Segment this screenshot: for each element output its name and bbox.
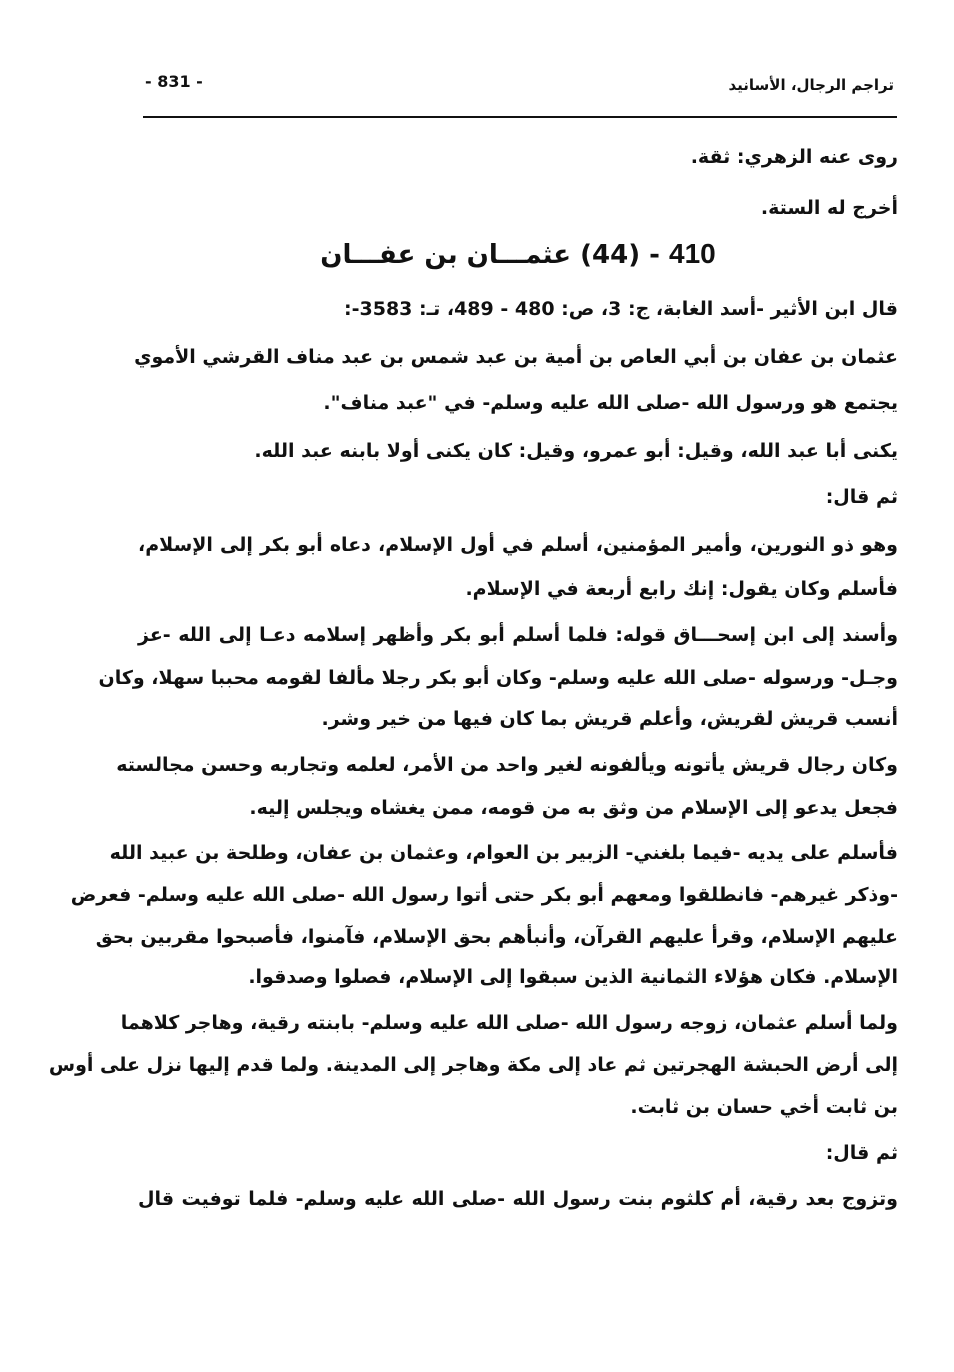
- text-line: إلى أرض الحبشة الهجرتين ثم عاد إلى مكة وهاجر إلى المدينة. ولما قدم إليها نزل على أوس: [48, 1054, 898, 1076]
- entry-dash: -: [640, 240, 669, 270]
- entry-name: عثمـــان بن عفـــان: [320, 240, 572, 270]
- text-line: عثمان بن عفان بن أبي العاص بن أمية بن عبد شمس بن عبد مناف القرشي الأموي: [134, 346, 898, 368]
- text-line: عليهم الإسلام، وقرأ عليهم القرآن، وأنبأهم بحق الإسلام، فآمنوا، فأصبحوا مقربين بحق: [95, 926, 898, 948]
- text-line: الإسلام. فكان هؤلاء الثمانية الذين سبقوا إلى الإسلام، فصلوا وصدقوا.: [248, 966, 898, 988]
- text-line: يكنى أبا عبد الله، وقيل: أبو عمرو، وقيل: كان يكنى أولا بابنه عبد الله.: [254, 440, 898, 462]
- text-line: أخرج له الستة.: [760, 197, 898, 219]
- header-divider: [143, 116, 897, 118]
- page-number: - 831 -: [145, 72, 203, 91]
- text-line: وتزوج بعد رقية، أم كلثوم بنت رسول الله -صلى الله عليه وسلم- فلما توفيت قال: [138, 1188, 898, 1210]
- text-line: فجعل يدعو إلى الإسلام من وثق به من قومه، ممن يغشاه ويجلس إليه.: [249, 797, 898, 819]
- text-line: بن ثابت أخي حسان بن ثابت.: [630, 1096, 898, 1118]
- text-line: ولما أسلم عثمان، زوجه رسول الله -صلى الله عليه وسلم- بابنته رقية، وهاجر كلاهما: [120, 1012, 898, 1034]
- entry-index: (44): [580, 240, 641, 270]
- text-line: يجتمع هو ورسول الله -صلى الله عليه وسلم- في "عبد مناف".: [323, 392, 898, 414]
- text-line: قال ابن الأثير -أسد الغابة، ج: 3، ص: 480 - 489، تـ: 3583-:: [344, 298, 898, 320]
- text-line: فأسلم وكان يقول: إنك رابع أربعة في الإسلام.: [465, 578, 898, 600]
- text-line: وجـل- ورسوله -صلى الله عليه وسلم- وكان أبو بكر رجلا مألفا لقومه محببا سهلا، وكان: [98, 667, 898, 689]
- entry-number: 410: [669, 238, 716, 269]
- text-line: وكان رجال قريش يأتونه ويألفونه لغير واحد من الأمر، لعلمه وتجاربه وحسن مجالسته: [116, 754, 898, 776]
- text-line: فأسلم على يديه -فيما بلغني- الزبير بن العوام، وعثمان بن عفان، وطلحة بن عبيد الله: [109, 842, 898, 864]
- text-line: أنسب قريش لقريش، وأعلم قريش بما كان فيها من خير وشر.: [321, 708, 898, 730]
- text-line: وهو ذو النورين، وأمير المؤمنين، أسلم في أول الإسلام، دعاه أبو بكر إلى الإسلام،: [138, 534, 898, 556]
- text-line: ثم قال:: [825, 1142, 898, 1164]
- text-line: -وذكر غيرهم- فانطلقوا ومعهم أبو بكر حتى أتوا رسول الله -صلى الله عليه وسلم- فعرض: [70, 884, 898, 906]
- text-line: ثم قال:: [825, 486, 898, 508]
- text-line: روى عنه الزهري: ثقة.: [690, 146, 898, 168]
- entry-heading: [138, 238, 898, 270]
- running-header-title: تراجم الرجال، الأسانيد: [728, 76, 894, 94]
- text-line: وأسند إلى ابن إسحـــاق قوله: فلما أسلم أبو بكر وأظهر إسلامه دعـا إلى الله -عز: [138, 624, 898, 646]
